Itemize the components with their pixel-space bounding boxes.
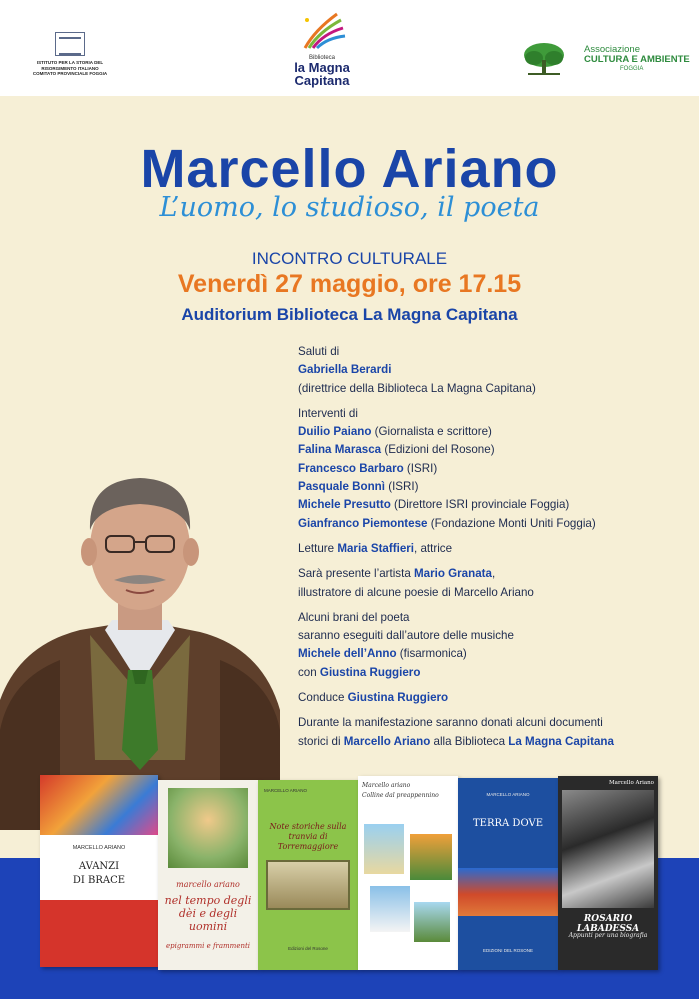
speakers-label: Interventi di [298,406,358,420]
host-name: Giustina Ruggiero [347,691,449,705]
library-swoosh-icon [297,10,347,50]
library-logo-sub: Biblioteca [308,55,335,61]
music-line1: Alcuni brani del poeta [298,610,410,624]
association-line2: CULTURA E AMBIENTE [584,54,690,65]
speaker-role: (Direttore ISRI provinciale Foggia) [390,498,570,512]
speaker-name: Falina Marasca [298,443,382,457]
book-title-line2: DI BRACE [72,875,126,886]
book-cover-art [458,868,558,916]
risorgimento-logo-text: ISTITUTO PER LA STORIA DEL RISORGIMENTO ITALIANO COMITATO PROVINCIALE FOGGIA [32,60,108,76]
book-colline [358,776,458,970]
book-cover-photo [364,824,404,874]
book-title: Note storiche sulla tranvia di Torremaggiore [269,822,347,851]
book-cover-photo [266,860,350,910]
closing-name: Marcello Ariano [343,734,431,748]
closing-line2 [298,733,688,751]
book-author: Marcello Ariano [609,780,654,786]
artist-line [298,565,688,583]
book-avanzi-di-brace [40,775,158,967]
music-line2: saranno eseguiti dall’autore delle musiche [298,629,514,643]
music-with-name: Giustina Ruggiero [319,665,421,679]
speaker-role: (Giornalista e scrittore) [371,425,492,439]
closing-pre: storici di [298,734,344,748]
book-cover-photo [370,886,410,932]
book-title-line1: AVANZI [78,861,120,872]
risorgimento-institute-logo [30,32,110,77]
library-logo-name2: Capitana [294,73,350,88]
building-emblem-icon [55,32,85,56]
speaker-item [298,423,688,441]
book-author: MARCELLO ARIANO [72,845,126,851]
poster-subtitle: L’uomo, lo studioso, il poeta [159,192,540,223]
speaker-name: Michele Presutto [298,498,391,512]
book-subtitle: epigrammi e frammenti [165,942,251,950]
event-venue: Auditorium Biblioteca La Magna Capitana [181,305,518,324]
book-terra-dove [458,778,558,970]
closing-lib: La Magna Capitana [508,734,614,748]
artist-pre: Sarà presente l’artista [298,567,414,581]
book-title: Colline dal preappennino [362,792,439,799]
speaker-role: (Fondazione Monti Uniti Foggia) [427,516,596,530]
music-performer [298,645,688,663]
greetings-label: Saluti di [298,345,340,358]
book-subtitle: Appunti per una biografia [568,932,648,939]
header-bar [0,0,699,96]
speaker-role: (ISRI) [384,480,419,494]
artist-line2: illustratore di alcune poesie di Marcello Ariano [298,585,534,599]
speaker-role: (ISRI) [403,461,438,475]
book-author: Marcello ariano [362,782,411,789]
event-date: Venerdì 27 maggio, ore 17.15 [177,270,522,298]
speaker-role: (Edizioni del Rosone) [381,443,495,457]
book-publisher: EDIZIONI DEL ROSONE [482,948,534,953]
association-line3: FOGGIA [620,66,644,72]
greetings-name: Gabriella Berardi [298,363,392,377]
speaker-item [298,441,688,459]
book-title: TERRA DOVE [473,818,543,829]
book-cover-photo [562,790,654,908]
event-type: INCONTRO CULTURALE [251,249,448,268]
book-author: marcello ariano [176,880,240,889]
book-author: MARCELLO ARIANO [264,788,308,793]
readings-name: Maria Staffieri [337,541,415,555]
readings-role: , attrice [414,541,453,555]
music-with-line [298,664,688,682]
book-author: MARCELLO ARIANO [486,792,530,797]
book-rosario-labadessa [558,776,658,970]
speaker-name: Gianfranco Piemontese [298,516,428,530]
book-cover-photo [414,902,450,942]
artist-name: Mario Granata [414,567,492,581]
book-cover-art [40,775,158,835]
book-tranvia-torremaggiore [258,780,358,970]
association-line1: Associazione [584,44,640,55]
book-nel-tempo-degli-dei [158,780,258,970]
book-bottom-band [40,900,158,967]
book-cover-art [168,788,248,868]
readings-line [298,540,688,558]
book-cover-photo [410,834,452,880]
magna-capitana-logo [282,10,362,87]
host-line [298,689,688,707]
music-name: Michele dell’Anno [298,647,397,661]
event-program [298,343,688,751]
speaker-item [298,478,688,496]
speaker-name: Francesco Barbaro [298,461,404,475]
tree-icon [522,42,566,76]
speaker-item [298,496,688,514]
closing-mid: alla Biblioteca [430,734,509,748]
book-publisher: Edizioni del Rosone [288,946,328,951]
library-logo-name1: la Magna [294,60,350,75]
book-title: ROSARIO LABADESSA [576,914,640,934]
speaker-item [298,460,688,478]
poster-title: Marcello Ariano [140,139,559,199]
speaker-name: Duilio Paiano [298,425,372,439]
speaker-item [298,515,688,533]
music-with: con [298,665,320,679]
host-label: Conduce [298,691,348,705]
artist-post: , [491,567,496,581]
book-title: nel tempo degli dèi e degli uomini [164,894,252,933]
readings-label: Letture [298,541,338,555]
greetings-role: (direttrice della Biblioteca La Magna Capitana) [298,381,536,395]
music-role: (fisarmonica) [396,647,467,661]
speaker-name: Pasquale Bonnì [298,480,385,494]
closing-line1: Durante la manifestazione saranno donati alcuni documenti [298,716,603,730]
